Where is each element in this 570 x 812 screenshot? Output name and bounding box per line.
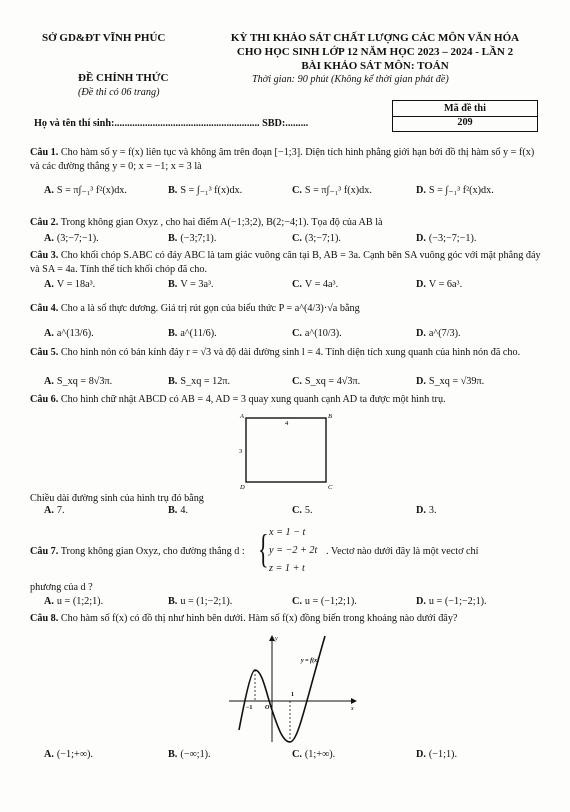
question-text: Cho hàm số f(x) có đồ thị như hình bên dưới. Hàm số f(x) đồng biến trong khoảng nào dưới đây? [60, 613, 458, 624]
option-d[interactable]: D. (−1;1). [416, 749, 458, 760]
question-1-options [44, 185, 544, 199]
question-label: Câu 5. [30, 347, 59, 358]
option-a[interactable]: A. V = 18a³. [44, 279, 96, 290]
vertex-b: B [328, 413, 332, 420]
option-c[interactable]: C. S = π∫₋₁³ f(x)dx. [292, 185, 372, 196]
question-label: Câu 7. [30, 546, 59, 557]
question-text: Cho hàm số y = f(x) liên tục và không âm trên đoạn [−1;3]. Diện tích hình phẳng giới hạn bởi đồ thị hàm số y = f(x) và các đường thẳng y = 0; x = −1; x = 3 là [30, 147, 535, 172]
question-text: Cho hình nón có bán kính đáy r = √3 và độ dài đường sinh l = 4. Tính diện tích xung quanh của hình nón đã cho. [60, 347, 521, 358]
option-d[interactable]: D. V = 6a³. [416, 279, 463, 290]
exam-title-line-2: CHO HỌC SINH LỚP 12 NĂM HỌC 2023 – 2024 - LẦN 2 [236, 46, 514, 58]
question-label: Câu 3. [30, 250, 59, 261]
question-6 [30, 393, 546, 407]
origin-label: O [265, 705, 270, 711]
x-axis-label: x [351, 706, 354, 712]
vertex-a: A [240, 413, 244, 420]
y-axis-label: y [275, 636, 278, 642]
option-a[interactable]: A. (3;−7;−1). [44, 233, 99, 244]
option-d[interactable]: D. 3. [416, 505, 437, 516]
rectangle-abcd-figure [232, 410, 342, 490]
question-7 [30, 546, 245, 557]
option-c[interactable]: C. u = (−1;2;1). [292, 596, 357, 607]
pages-note: (Đề thi có 06 trang) [78, 87, 160, 98]
option-a[interactable]: A. S = π∫₋₁³ f²(x)dx. [44, 185, 127, 196]
question-label: Câu 8. [30, 613, 59, 624]
vertex-d: D [240, 484, 245, 490]
option-c[interactable]: C. 5. [292, 505, 313, 516]
option-c[interactable]: C. a^(10/3). [292, 328, 342, 339]
question-text-after: . Vectơ nào dưới đây là một vectơ chỉ [326, 546, 479, 557]
question-7-options [44, 596, 544, 610]
question-text: Cho a là số thực dương. Giá trị rút gọn của biểu thức P = a^(4/3)·√a bằng [60, 303, 360, 314]
question-2-options [44, 233, 544, 247]
equation-brace: { [258, 526, 269, 571]
option-d[interactable]: D. u = (−1;−2;1). [416, 596, 487, 607]
curve-label: y = f(x) [301, 658, 320, 664]
option-c[interactable]: C. S_xq = 4√3π. [292, 376, 361, 387]
question-label: Câu 1. [30, 147, 59, 158]
equation-x: x = 1 − t [269, 527, 306, 538]
option-a[interactable]: A. a^(13/6). [44, 328, 94, 339]
option-b[interactable]: B. (−3;7;1). [168, 233, 217, 244]
option-a[interactable]: A. 7. [44, 505, 65, 516]
option-b[interactable]: B. 4. [168, 505, 188, 516]
question-3-options [44, 279, 544, 293]
question-label: Câu 4. [30, 303, 59, 314]
question-4-options [44, 328, 544, 342]
exam-code-box [392, 100, 538, 132]
equation-z: z = 1 + t [269, 563, 305, 574]
time-note: Thời gian: 90 phút (Không kể thời gian phát đề) [252, 74, 449, 85]
left-side-length: 3 [239, 448, 243, 455]
question-label: Câu 6. [30, 394, 59, 405]
question-text: Trong không gian Oxyz , cho hai điểm A(−1;3;2), B(2;−4;1). Tọa độ của AB là [60, 217, 383, 228]
student-info-line: Họ và tên thí sinh:......................................................... SBD:......... [34, 118, 309, 129]
option-c[interactable]: C. (3;−7;1). [292, 233, 341, 244]
question-4 [30, 302, 546, 316]
exam-title-line-3: BÀI KHẢO SÁT MÔN: TOÁN [301, 60, 449, 72]
option-d[interactable]: D. (−3;−7;−1). [416, 233, 477, 244]
question-5-options [44, 376, 544, 390]
question-6-subtext: Chiều dài đường sinh của hình trụ đó bằng [30, 493, 204, 504]
tick-one: 1 [291, 692, 294, 698]
question-2 [30, 216, 546, 230]
top-side-length: 4 [285, 420, 289, 427]
tick-minus-one: −1 [246, 705, 253, 711]
exam-title-line-1: KỲ THI KHẢO SÁT CHẤT LƯỢNG CÁC MÔN VĂN HÓA [230, 32, 520, 44]
question-3 [30, 249, 546, 276]
question-5 [30, 346, 546, 360]
question-text: Cho khối chóp S.ABC có đáy ABC là tam giác vuông cân tại B, AB = 3a. Cạnh bên SA vuông góc với mặt phẳng đáy và SA = 4a. Tính thể tích khối chóp đã cho. [30, 250, 541, 275]
option-d[interactable]: D. S = ∫₋₁³ f²(x)dx. [416, 185, 494, 196]
option-b[interactable]: B. S = ∫₋₁³ f(x)dx. [168, 185, 243, 196]
option-b[interactable]: B. V = 3a³. [168, 279, 214, 290]
question-label: Câu 2. [30, 217, 59, 228]
option-b[interactable]: B. (−∞;1). [168, 749, 211, 760]
option-a[interactable]: A. u = (1;2;1). [44, 596, 104, 607]
curve-y-f-x [239, 636, 325, 742]
exam-code-label: Mã đề thi [444, 103, 486, 114]
question-7-subtext: phương của d ? [30, 582, 93, 593]
official-label: ĐỀ CHÍNH THỨC [78, 72, 169, 84]
department-name: SỞ GD&ĐT VĨNH PHÚC [42, 32, 166, 44]
function-graph [225, 630, 360, 745]
question-text: Cho hình chữ nhật ABCD có AB = 4, AD = 3 quay xung quanh cạnh AD ta được một hình trụ. [60, 394, 446, 405]
exam-code-value: 209 [457, 117, 473, 128]
option-b[interactable]: B. a^(11/6). [168, 328, 217, 339]
question-8-options [44, 749, 544, 763]
question-8 [30, 612, 546, 626]
question-6-options [44, 505, 544, 519]
question-1 [30, 146, 546, 173]
option-d[interactable]: D. S_xq = √39π. [416, 376, 485, 387]
option-d[interactable]: D. a^(7/3). [416, 328, 461, 339]
option-b[interactable]: B. S_xq = 12π. [168, 376, 231, 387]
equation-y: y = −2 + 2t [269, 545, 318, 556]
option-b[interactable]: B. u = (1;−2;1). [168, 596, 233, 607]
option-c[interactable]: C. V = 4a³. [292, 279, 339, 290]
rectangle-shape [246, 418, 326, 482]
question-text-before: Trong không gian Oxyz, cho đường thẳng d : [60, 546, 245, 557]
option-c[interactable]: C. (1;+∞). [292, 749, 336, 760]
option-a[interactable]: A. (−1;+∞). [44, 749, 93, 760]
vertex-c: C [328, 484, 333, 490]
option-a[interactable]: A. S_xq = 8√3π. [44, 376, 113, 387]
